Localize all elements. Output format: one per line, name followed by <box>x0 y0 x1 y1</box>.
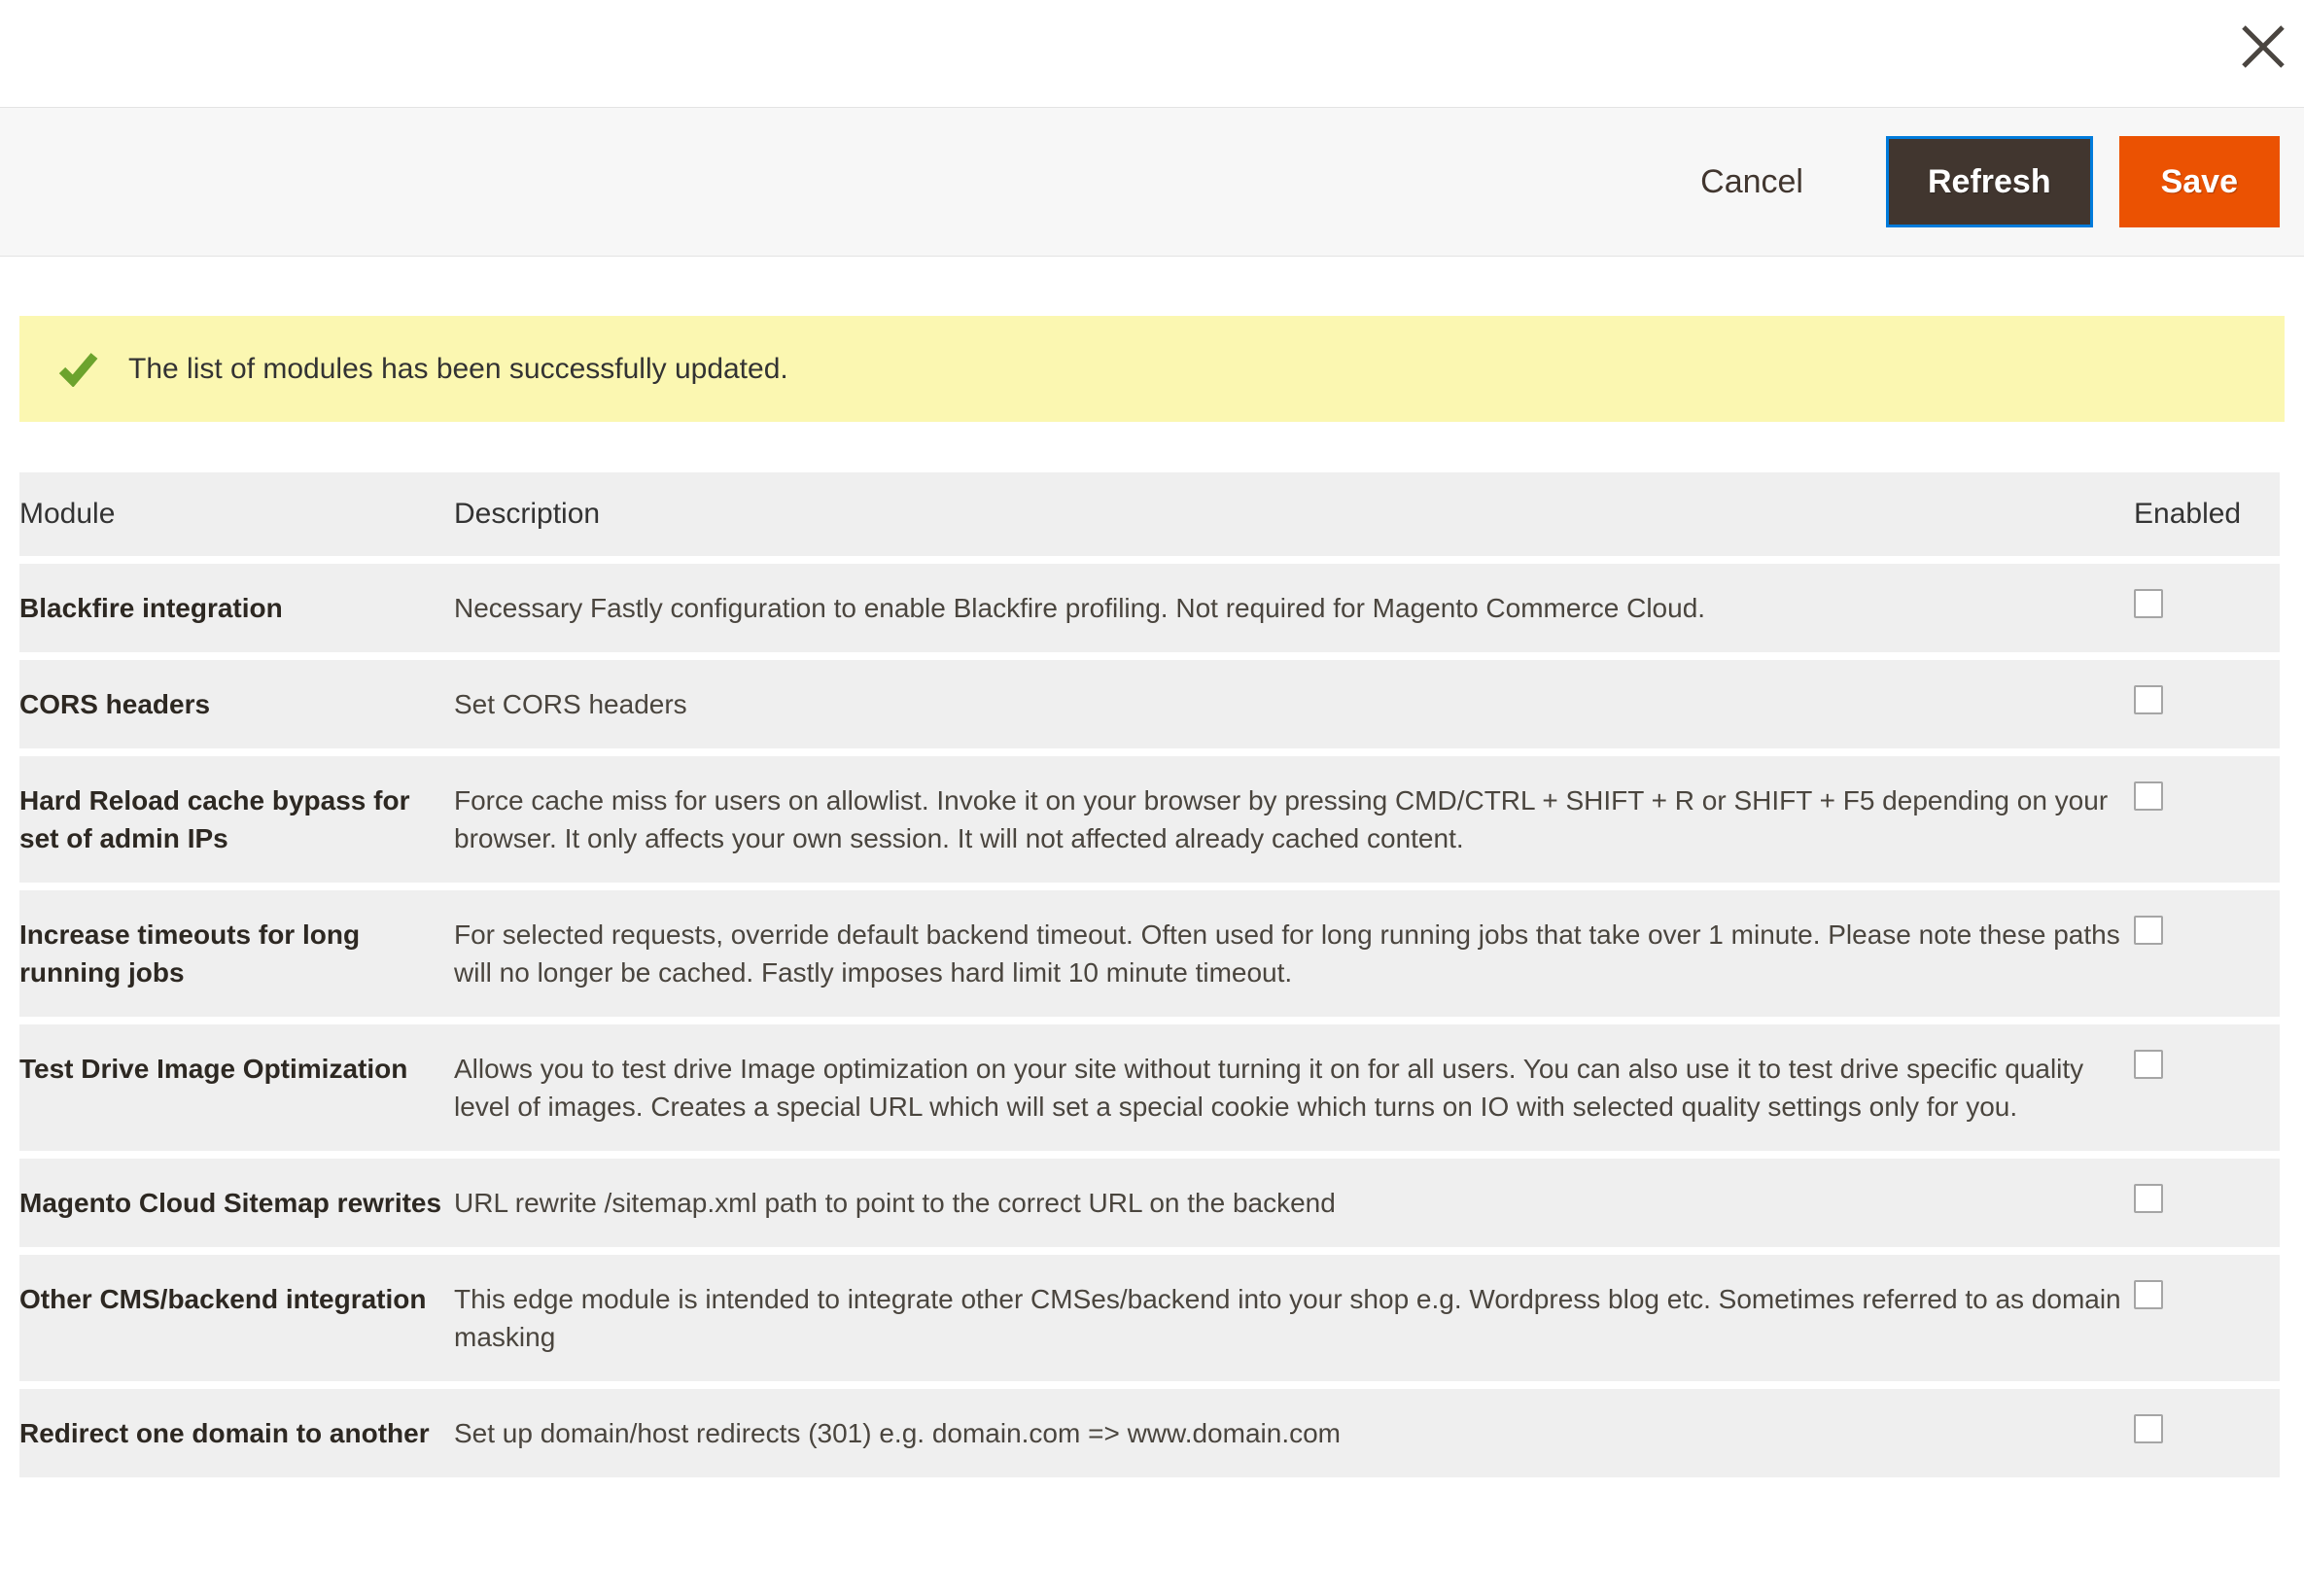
table-row <box>19 1389 2280 1477</box>
module-name: Hard Reload cache bypass for set of admin IPs <box>19 756 454 883</box>
table-row <box>19 660 2280 748</box>
module-name: Increase timeouts for long running jobs <box>19 890 454 1017</box>
module-enabled-checkbox[interactable] <box>2134 589 2163 618</box>
table-row <box>19 1024 2280 1151</box>
table-row <box>19 564 2280 652</box>
table-row <box>19 756 2280 883</box>
module-enabled-checkbox[interactable] <box>2134 685 2163 714</box>
table-row <box>19 1255 2280 1381</box>
close-button[interactable] <box>2238 21 2288 72</box>
module-enabled-checkbox[interactable] <box>2134 1414 2163 1443</box>
modal-toolbar <box>0 107 2304 257</box>
module-table <box>19 465 2280 1485</box>
column-header-module: Module <box>19 472 454 556</box>
module-enabled-checkbox[interactable] <box>2134 781 2163 811</box>
module-name: Test Drive Image Optimization <box>19 1024 454 1151</box>
module-description: Necessary Fastly configuration to enable Blackfire profiling. Not required for Magento Commerce Cloud. <box>454 564 2134 652</box>
table-header-row <box>19 472 2280 556</box>
success-check-icon <box>58 352 99 387</box>
module-name: CORS headers <box>19 660 454 748</box>
module-table-body <box>19 564 2280 1477</box>
module-enabled-checkbox[interactable] <box>2134 1280 2163 1309</box>
module-name: Other CMS/backend integration <box>19 1255 454 1381</box>
module-enabled-checkbox[interactable] <box>2134 1184 2163 1213</box>
module-name: Magento Cloud Sitemap rewrites <box>19 1159 454 1247</box>
module-description: Set up domain/host redirects (301) e.g. domain.com => www.domain.com <box>454 1389 2134 1477</box>
module-enabled-checkbox[interactable] <box>2134 1050 2163 1079</box>
module-description: Allows you to test drive Image optimization on your site without turning it on for all users. You can also use it to test drive specific quality level of images. Creates a special URL which will set a special cookie which turns on IO with selected quality settings only for you. <box>454 1024 2134 1151</box>
module-name: Blackfire integration <box>19 564 454 652</box>
module-enabled-checkbox[interactable] <box>2134 916 2163 945</box>
module-description: Set CORS headers <box>454 660 2134 748</box>
module-description: URL rewrite /sitemap.xml path to point to the correct URL on the backend <box>454 1159 2134 1247</box>
refresh-button[interactable]: Refresh <box>1886 136 2093 227</box>
module-description: For selected requests, override default backend timeout. Often used for long running jobs that take over 1 minute. Please note these paths will no longer be cached. Fastly imposes hard limit 10 minute timeout. <box>454 890 2134 1017</box>
close-icon <box>2238 21 2288 72</box>
module-name: Redirect one domain to another <box>19 1389 454 1477</box>
module-description: This edge module is intended to integrate other CMSes/backend into your shop e.g. Wordpress blog etc. Sometimes referred to as domain masking <box>454 1255 2134 1381</box>
column-header-enabled: Enabled <box>2134 472 2280 556</box>
table-row <box>19 890 2280 1017</box>
module-description: Force cache miss for users on allowlist. Invoke it on your browser by pressing CMD/CTRL + SHIFT + R or SHIFT + F5 depending on your browser. It only affects your own session. It will not affected already cached content. <box>454 756 2134 883</box>
column-header-description: Description <box>454 472 2134 556</box>
success-message <box>19 316 2285 422</box>
success-message-text: The list of modules has been successfully updated. <box>128 352 788 385</box>
table-row <box>19 1159 2280 1247</box>
save-button[interactable]: Save <box>2119 136 2280 227</box>
cancel-button[interactable]: Cancel <box>1681 139 1823 225</box>
